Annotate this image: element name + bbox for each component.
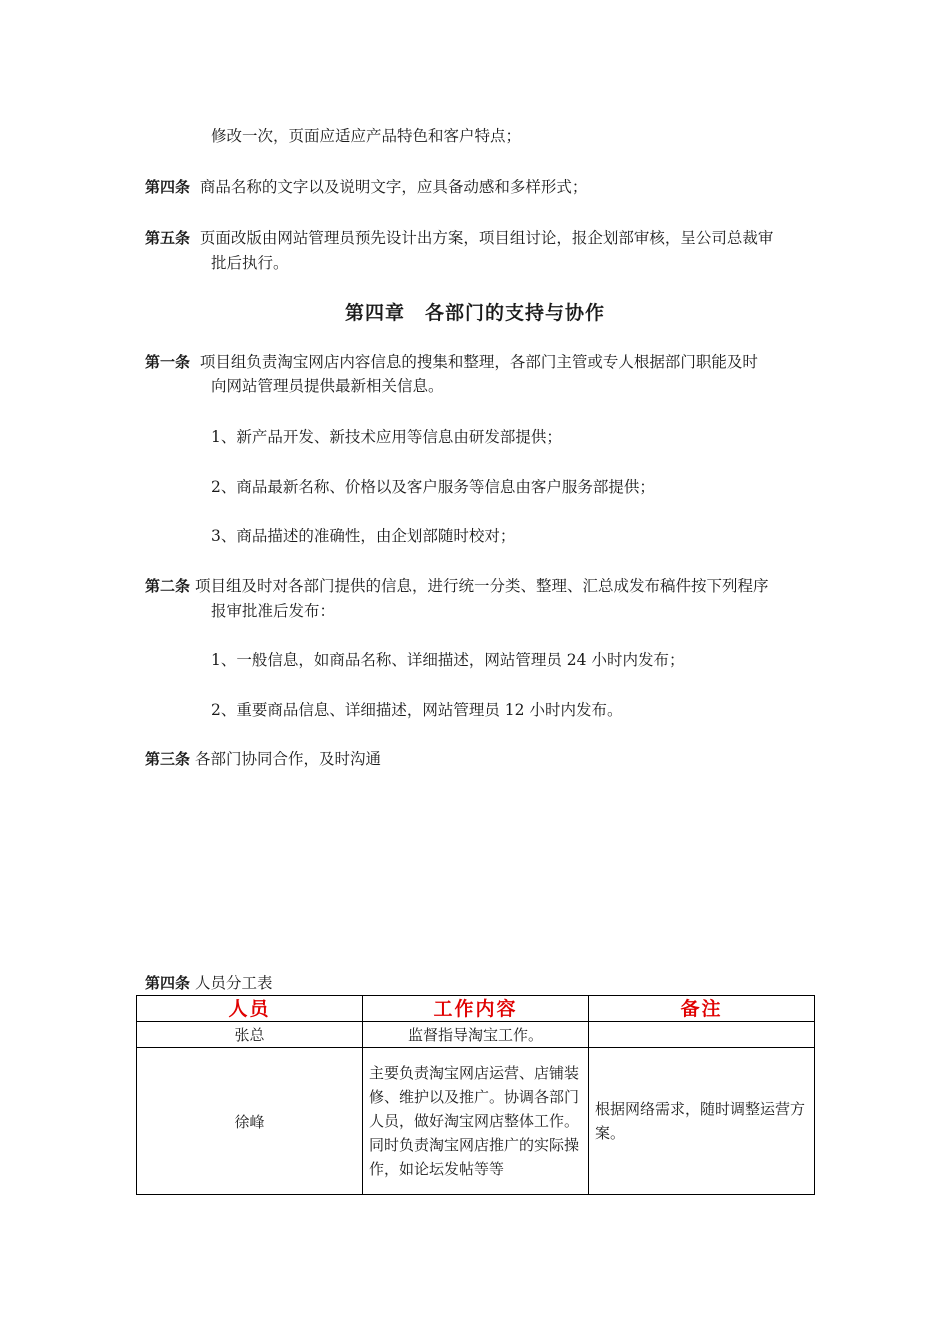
cell-work: 主要负责淘宝网店运营、店铺装修、维护以及推广。协调各部门人员，做好淘宝网店整体工作。同时负责淘宝网店推广的实际操作，如论坛发帖等等 — [362, 1048, 588, 1195]
header-work: 工作内容 — [362, 996, 588, 1022]
list-item: 1、一般信息，如商品名称、详细描述，网站管理员 24 小时内发布； — [211, 651, 685, 669]
cell-work: 监督指导淘宝工作。 — [362, 1022, 588, 1048]
article-5-cont: 批后执行。 — [211, 254, 289, 272]
cell-person: 张总 — [137, 1022, 363, 1048]
article-3 — [145, 747, 381, 771]
table-row — [137, 1048, 815, 1195]
article-text: 项目组及时对各部门提供的信息，进行统一分类、整理、汇总成发布稿件按下列程序 — [194, 577, 769, 595]
article-5 — [145, 226, 773, 250]
article-2 — [145, 574, 768, 598]
article-label: 第一条 — [145, 353, 191, 371]
article-label: 第三条 — [145, 750, 191, 768]
article-text: 页面改版由网站管理员预先设计出方案，项目组讨论，报企划部审核，呈公司总裁审 — [199, 229, 774, 247]
header-person: 人员 — [137, 996, 363, 1022]
table-header-row — [137, 996, 815, 1022]
list-item: 1、新产品开发、新技术应用等信息由研发部提供； — [211, 428, 562, 446]
article-text: 项目组负责淘宝网店内容信息的搜集和整理，各部门主管或专人根据部门职能及时 — [199, 353, 758, 371]
chapter-title: 第四章 各部门的支持与协作 — [344, 302, 605, 324]
article-label: 第四条 — [145, 178, 191, 196]
table-row — [137, 1022, 815, 1048]
list-item: 3、商品描述的准确性，由企划部随时校对； — [211, 527, 516, 545]
caption-text: 人员分工表 — [194, 974, 273, 992]
article-label: 第二条 — [145, 577, 191, 595]
cell-person: 徐峰 — [137, 1048, 363, 1195]
list-item: 2、重要商品信息、详细描述，网站管理员 12 小时内发布。 — [211, 701, 623, 719]
table-caption — [145, 971, 272, 995]
article-1 — [145, 350, 758, 374]
article-label: 第五条 — [145, 229, 191, 247]
article-label: 第四条 — [145, 974, 191, 992]
article-text: 商品名称的文字以及说明文字，应具备动感和多样形式； — [199, 178, 588, 196]
cell-note — [588, 1022, 814, 1048]
cell-note: 根据网络需求，随时调整运营方案。 — [588, 1048, 814, 1195]
list-item: 2、商品最新名称、价格以及客户服务等信息由客户服务部提供； — [211, 478, 655, 496]
staff-table — [136, 995, 815, 1195]
article-4 — [145, 175, 587, 199]
header-note: 备注 — [588, 996, 814, 1022]
article-1-cont: 向网站管理员提供最新相关信息。 — [211, 377, 444, 395]
article-text: 各部门协同合作，及时沟通 — [194, 750, 381, 768]
continuation-line: 修改一次，页面应适应产品特色和客户特点； — [211, 127, 522, 145]
article-2-cont: 报审批准后发布： — [211, 602, 336, 620]
